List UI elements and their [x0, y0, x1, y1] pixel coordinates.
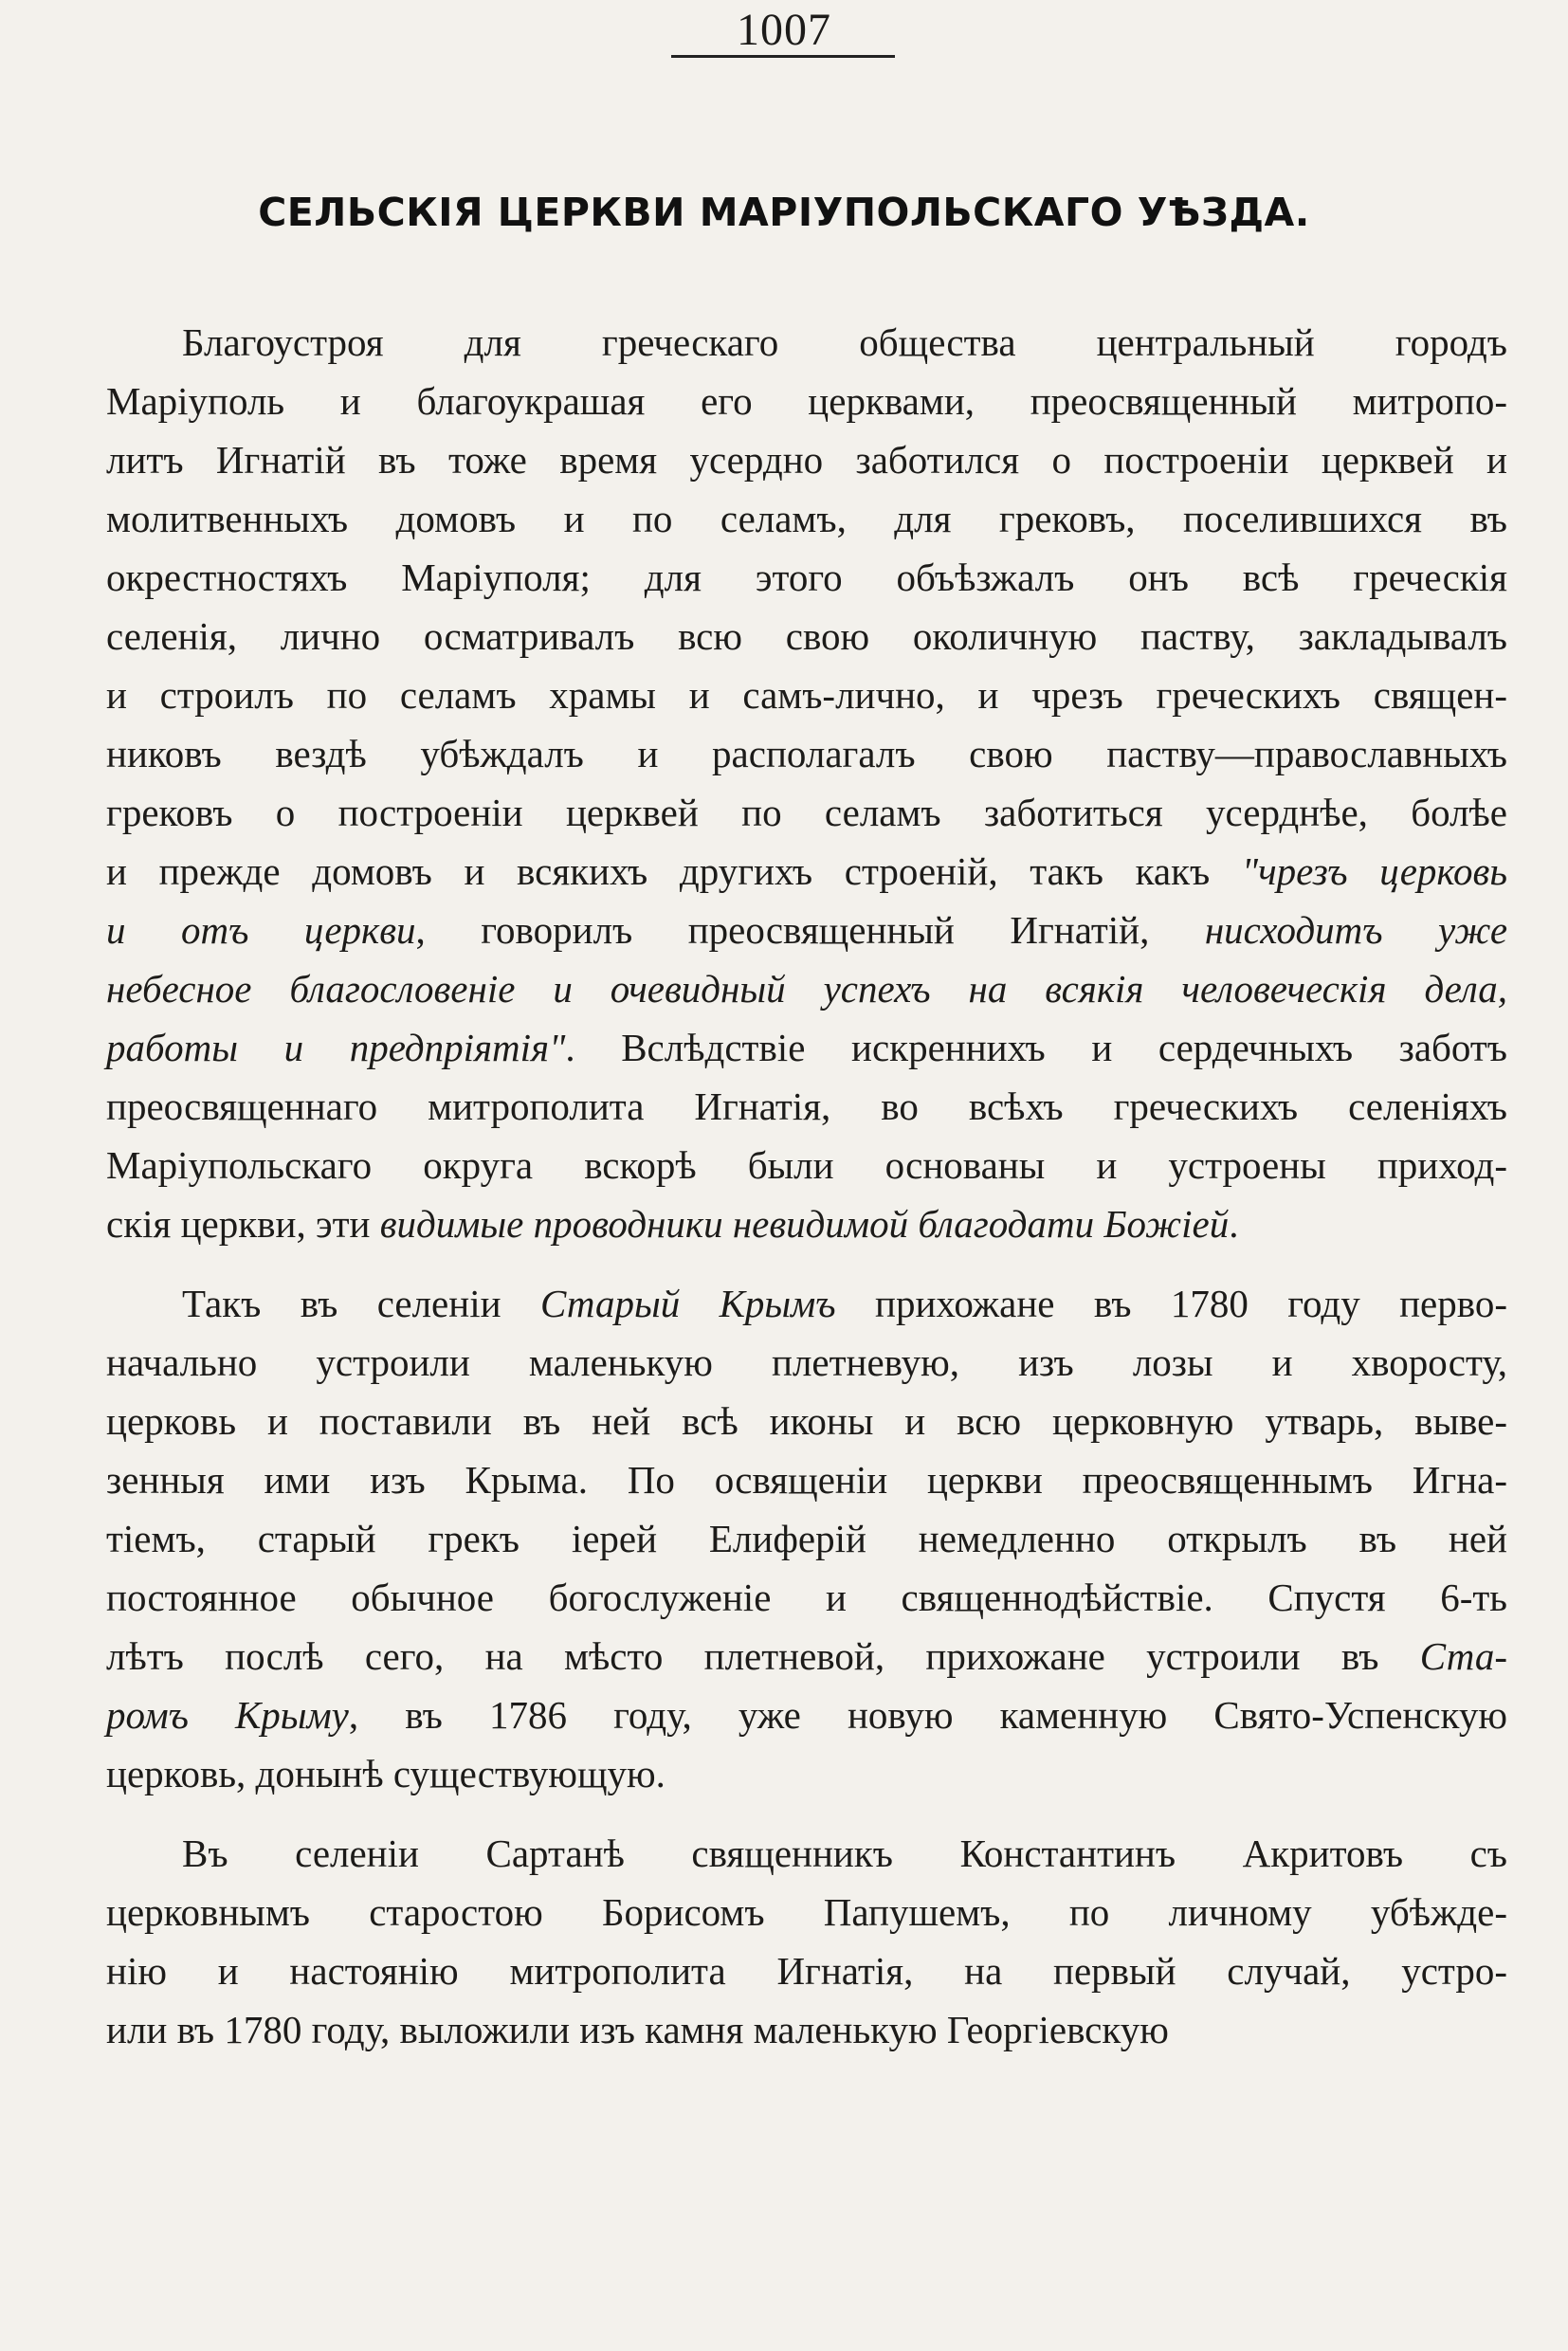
italic-text: ромъ Крыму: [106, 1693, 349, 1737]
text-line: [106, 1392, 1507, 1450]
text-segment: и строилъ по селамъ храмы и самъ-лично, и чрезъ греческихъ священ-: [106, 673, 1507, 717]
text-segment: Маріуполь и благоукрашая его церквами, преосвященный митропо-: [106, 379, 1507, 423]
text-segment: нію и настоянію митрополита Игнатія, на первый случай, устро-: [106, 1949, 1507, 1993]
text-line: [106, 901, 1507, 959]
text-segment: .: [1229, 1202, 1239, 1246]
text-segment: церковнымъ старостою Борисомъ Папушемъ, по личному убѣжде-: [106, 1890, 1507, 1934]
text-segment: преосвященнаго митрополита Игнатія, во всѣхъ греческихъ селеніяхъ: [106, 1084, 1507, 1128]
text-line: [106, 1627, 1507, 1686]
text-segment: окрестностяхъ Маріуполя; для этого объѣзжалъ онъ всѣ греческія: [106, 556, 1507, 599]
text-line: [106, 1824, 1507, 1883]
text-segment: церковь, донынѣ существующую.: [106, 1752, 665, 1795]
italic-text: небесное благословеніе и очевидный успехъ на всякія человеческія дела,: [106, 967, 1507, 1011]
italic-text: и отъ церкви: [106, 908, 416, 952]
text-segment: грековъ о построеніи церквей по селамъ заботиться усерднѣе, болѣе: [106, 791, 1507, 834]
page-number: 1007: [737, 5, 831, 55]
italic-text: видимые проводники невидимой благодати Божіей: [379, 1202, 1230, 1246]
text-line: [106, 1509, 1507, 1568]
page-number-container: [0, 4, 1568, 57]
section-title: СЕЛЬСКІЯ ЦЕРКВИ МАРІУПОЛЬСКАГО УѢЗДА.: [258, 190, 1310, 235]
paragraph: [106, 1824, 1507, 2059]
text-segment: Въ селеніи Сартанѣ священникъ Константинъ Акритовъ съ: [182, 1832, 1507, 1875]
text-line: [106, 1077, 1507, 1136]
text-line: [106, 724, 1507, 783]
text-line: [106, 1744, 1507, 1803]
text-segment: начально устроили маленькую плетневую, изъ лозы и хворосту,: [106, 1340, 1507, 1384]
text-segment: Маріупольскаго округа вскорѣ были основаны и устроены приход-: [106, 1143, 1507, 1187]
text-segment: тіемъ, старый грекъ іерей Елиферій немедленно открылъ въ ней: [106, 1517, 1507, 1560]
text-line: [106, 489, 1507, 548]
text-line: [106, 783, 1507, 842]
text-line: [106, 1194, 1507, 1253]
italic-text: нисходитъ уже: [1204, 908, 1508, 952]
text-segment: , говорилъ преосвященный Игнатій,: [415, 908, 1205, 952]
italic-text: Старый Крымъ: [539, 1282, 836, 1325]
text-segment: никовъ вездѣ убѣждалъ и располагалъ свою паству—православныхъ: [106, 732, 1507, 775]
text-segment: скія церкви, эти: [106, 1202, 380, 1246]
text-line: [106, 1333, 1507, 1392]
text-line: [106, 372, 1507, 430]
text-segment: Благоустроя для греческаго общества центральный городъ: [182, 320, 1507, 364]
text-segment: церковь и поставили въ ней всѣ иконы и всю церковную утварь, выве-: [106, 1399, 1507, 1443]
text-segment: Такъ въ селеніи: [182, 1282, 540, 1325]
paragraph: [106, 313, 1507, 1253]
text-line: [106, 1686, 1507, 1744]
italic-text: Ста-: [1419, 1634, 1507, 1678]
text-line: [106, 1018, 1507, 1077]
page-number-rule: [671, 55, 895, 58]
text-segment: постоянное обычное богослуженіе и священнодѣйствіе. Спустя 6-ть: [106, 1576, 1507, 1619]
text-line: [106, 1941, 1507, 2000]
text-line: [106, 1450, 1507, 1509]
italic-text: "чрезъ церковь: [1241, 849, 1507, 893]
text-segment: лѣтъ послѣ сего, на мѣсто плетневой, прихожане устроили въ: [106, 1634, 1420, 1678]
text-line: [106, 665, 1507, 724]
text-segment: и прежде домовъ и всякихъ другихъ строеній, такъ какъ: [106, 849, 1242, 893]
body-text: [106, 313, 1507, 2059]
text-segment: литъ Игнатій въ тоже время усердно заботился о построеніи церквей и: [106, 438, 1507, 482]
text-line: [106, 1274, 1507, 1333]
text-line: [106, 1136, 1507, 1194]
text-line: [106, 548, 1507, 607]
paragraph: [106, 1274, 1507, 1803]
italic-text: работы и предпріятія": [106, 1026, 566, 1069]
text-segment: , въ 1786 году, уже новую каменную Свято-Успенскую: [348, 1693, 1507, 1737]
text-line: [106, 959, 1507, 1018]
text-segment: . Вслѣдствіе искреннихъ и сердечныхъ заботъ: [565, 1026, 1507, 1069]
paragraph-gap: [106, 1253, 1507, 1274]
text-line: [106, 313, 1507, 372]
text-line: [106, 430, 1507, 489]
text-segment: селенія, лично осматривалъ всю свою околичную паству, закладывалъ: [106, 614, 1507, 658]
text-line: [106, 842, 1507, 901]
text-segment: молитвенныхъ домовъ и по селамъ, для грековъ, поселившихся въ: [106, 497, 1507, 540]
text-line: [106, 1883, 1507, 1941]
paragraph-gap: [106, 1803, 1507, 1824]
text-segment: или въ 1780 году, выложили изъ камня маленькую Георгіевскую: [106, 2008, 1169, 2051]
text-line: [106, 1568, 1507, 1627]
text-segment: прихожане въ 1780 году перво-: [835, 1282, 1507, 1325]
text-segment: зенныя ими изъ Крыма. По освященіи церкви преосвященнымъ Игна-: [106, 1458, 1507, 1502]
text-line: [106, 607, 1507, 665]
text-line: [106, 2000, 1507, 2059]
